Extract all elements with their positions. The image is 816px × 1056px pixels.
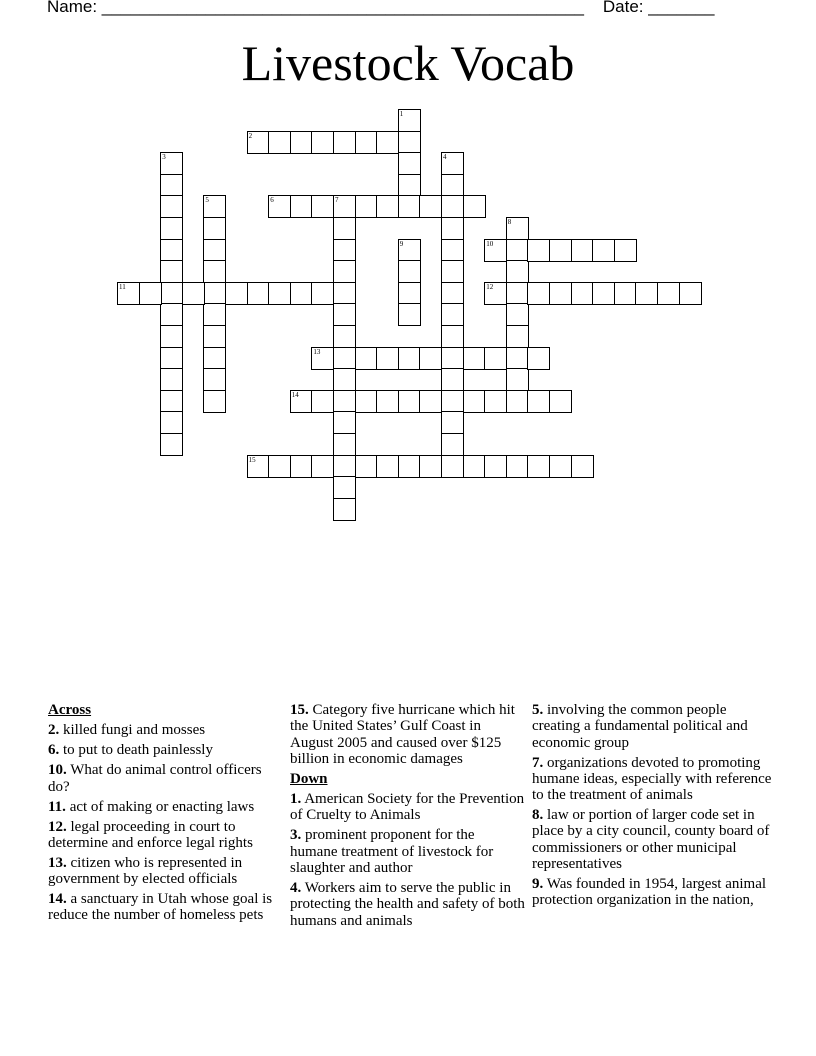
crossword-cell[interactable] <box>160 368 183 391</box>
crossword-cell[interactable] <box>290 195 313 218</box>
crossword-cell[interactable] <box>203 282 226 305</box>
clue-across-14 <box>48 891 280 924</box>
clue-number: 12. <box>48 818 67 835</box>
crossword-cell[interactable] <box>527 282 550 305</box>
crossword-cell[interactable] <box>333 390 356 413</box>
crossword-cell[interactable] <box>203 239 226 262</box>
crossword-cell[interactable] <box>160 433 183 456</box>
clue-number: 14. <box>48 891 67 908</box>
clue-text: Category five hurricane which hit the United States’ Gulf Coast in August 2005 and caused over $125 billion in economic damages <box>290 702 515 767</box>
cell-number: 9 <box>399 239 404 248</box>
crossword-cell[interactable] <box>441 411 464 434</box>
crossword-cell[interactable] <box>398 152 421 175</box>
crossword-cell[interactable] <box>268 195 291 218</box>
crossword-cell[interactable] <box>527 455 550 478</box>
crossword-cell[interactable] <box>160 260 183 283</box>
crossword-cell[interactable] <box>419 390 442 413</box>
crossword-cell[interactable] <box>203 195 226 218</box>
clue-down-1 <box>290 791 525 824</box>
clue-across-10 <box>48 762 280 795</box>
crossword-cell[interactable] <box>506 217 529 240</box>
crossword-cell[interactable] <box>484 347 507 370</box>
crossword-cell[interactable] <box>398 260 421 283</box>
crossword-cell[interactable] <box>160 411 183 434</box>
crossword-cell[interactable] <box>506 390 529 413</box>
crossword-cell[interactable] <box>376 347 399 370</box>
crossword-cell[interactable] <box>679 282 702 305</box>
crossword-cell[interactable] <box>203 303 226 326</box>
clue-across-11 <box>48 799 280 815</box>
crossword-cell[interactable] <box>268 131 291 154</box>
cell-number: 5 <box>205 196 209 205</box>
crossword-cell[interactable] <box>160 303 183 326</box>
crossword-cell[interactable] <box>441 303 464 326</box>
clue-number: 1. <box>290 791 302 808</box>
clue-down-4 <box>290 880 525 929</box>
crossword-cell[interactable] <box>398 303 421 326</box>
crossword-cell[interactable] <box>441 260 464 283</box>
crossword-cell[interactable] <box>311 282 334 305</box>
clue-number: 11. <box>48 798 66 815</box>
crossword-cell[interactable] <box>441 217 464 240</box>
clue-down-3 <box>290 827 525 876</box>
clue-text: legal proceeding in court to determine and enforce legal rights <box>48 818 253 851</box>
clue-text: a sanctuary in Utah whose goal is reduce the number of homeless pets <box>48 891 273 924</box>
crossword-cell[interactable] <box>160 152 183 175</box>
crossword-cell[interactable] <box>441 347 464 370</box>
crossword-cell[interactable] <box>333 303 356 326</box>
crossword-cell[interactable] <box>376 390 399 413</box>
crossword-cell[interactable] <box>355 131 378 154</box>
crossword-cell[interactable] <box>441 455 464 478</box>
cell-number: 1 <box>399 110 404 118</box>
crossword-cell[interactable] <box>160 217 183 240</box>
clue-text: What do animal control officers do? <box>48 762 262 795</box>
page-title: Livestock Vocab <box>241 35 575 91</box>
clue-text: to put to death painlessly <box>63 742 213 759</box>
clue-across-6 <box>48 742 280 758</box>
clues-column-2 <box>290 702 525 933</box>
crossword-cell[interactable] <box>398 131 421 154</box>
crossword-cell[interactable] <box>463 455 486 478</box>
crossword-cell[interactable] <box>203 347 226 370</box>
crossword-cell[interactable] <box>160 282 183 305</box>
crossword-cell[interactable] <box>355 195 378 218</box>
crossword-cell[interactable] <box>311 195 334 218</box>
crossword-cell[interactable] <box>419 195 442 218</box>
crossword-cell[interactable] <box>398 195 421 218</box>
crossword-cell[interactable] <box>311 131 334 154</box>
cell-number: 15 <box>248 455 256 464</box>
cell-number: 3 <box>162 153 166 162</box>
cell-number: 4 <box>443 153 447 162</box>
cell-number: 12 <box>486 282 494 291</box>
crossword-cell[interactable] <box>441 325 464 348</box>
crossword-cell[interactable] <box>549 239 572 262</box>
crossword-cell[interactable] <box>571 239 594 262</box>
across-heading: Across <box>48 702 92 718</box>
crossword-cell[interactable] <box>398 390 421 413</box>
crossword-cell[interactable] <box>160 347 183 370</box>
crossword-cell[interactable] <box>290 131 313 154</box>
crossword-cell[interactable] <box>311 347 334 370</box>
crossword-cell[interactable] <box>592 239 615 262</box>
clue-text: law or portion of larger code set in place by a city council, county board of commissioners or other municipal representatives <box>532 807 770 873</box>
clue-text: citizen who is represented in government by elected officials <box>48 854 243 888</box>
crossword-cell[interactable] <box>398 239 421 262</box>
crossword-cell[interactable] <box>484 282 507 305</box>
clue-number: 13. <box>48 854 67 871</box>
crossword-cell[interactable] <box>182 282 205 305</box>
crossword-cell[interactable] <box>441 433 464 456</box>
cell-number: 8 <box>507 218 512 226</box>
name-date-line: Name: ___________________________________________________ Date: _______ <box>47 0 715 16</box>
crossword-cell[interactable] <box>290 455 313 478</box>
crossword-cell[interactable] <box>506 282 529 305</box>
clue-text: American Society for the Prevention of Cruelty to Animals <box>290 791 525 824</box>
crossword-cell[interactable] <box>268 455 291 478</box>
cell-number: 6 <box>270 196 274 205</box>
crossword-cell[interactable] <box>463 195 486 218</box>
crossword-cell[interactable] <box>419 455 442 478</box>
crossword-cell[interactable] <box>376 195 399 218</box>
clue-across-2 <box>48 722 280 738</box>
down-heading: Down <box>290 770 328 787</box>
crossword-cell[interactable] <box>441 239 464 262</box>
clue-down-9 <box>532 876 772 909</box>
crossword-cell[interactable] <box>333 455 356 478</box>
clue-number: 8. <box>532 807 544 824</box>
crossword-cell[interactable] <box>527 239 550 262</box>
clue-down-8 <box>532 807 772 872</box>
crossword-cell[interactable] <box>203 260 226 283</box>
clue-number: 10. <box>48 762 67 779</box>
crossword-cell[interactable] <box>333 347 356 370</box>
crossword-cell[interactable] <box>506 368 529 391</box>
crossword-cell[interactable] <box>506 455 529 478</box>
crossword-cell[interactable] <box>657 282 680 305</box>
crossword-cell[interactable] <box>441 282 464 305</box>
crossword-cell[interactable] <box>549 455 572 478</box>
crossword-cell[interactable] <box>463 390 486 413</box>
crossword-cell[interactable] <box>484 390 507 413</box>
crossword-cell[interactable] <box>376 455 399 478</box>
clue-across-12 <box>48 819 280 852</box>
crossword-cell[interactable] <box>160 325 183 348</box>
crossword-cell[interactable] <box>333 131 356 154</box>
cell-number: 13 <box>313 347 321 356</box>
crossword-cell[interactable] <box>484 239 507 262</box>
clue-number: 4. <box>290 880 302 897</box>
crossword-cell[interactable] <box>160 390 183 413</box>
clue-number: 2. <box>48 722 60 739</box>
crossword-cell[interactable] <box>441 390 464 413</box>
crossword-cell[interactable] <box>592 282 615 305</box>
crossword-cell[interactable] <box>549 282 572 305</box>
crossword-cell[interactable] <box>247 282 270 305</box>
crossword-cell[interactable] <box>225 282 248 305</box>
clue-text: prominent proponent for the humane treatment of livestock for slaughter and author <box>290 827 494 877</box>
crossword-cell[interactable] <box>614 282 637 305</box>
crossword-cell[interactable] <box>333 260 356 283</box>
crossword-cell[interactable] <box>311 455 334 478</box>
crossword-cell[interactable] <box>268 282 291 305</box>
crossword-cell[interactable] <box>527 347 550 370</box>
crossword-cell[interactable] <box>333 239 356 262</box>
cell-number: 10 <box>486 239 494 248</box>
clue-number: 6. <box>48 742 60 759</box>
crossword-cell[interactable] <box>398 282 421 305</box>
crossword-cell[interactable] <box>203 217 226 240</box>
clue-text: killed fungi and mosses <box>63 722 206 739</box>
clue-text: act of making or enacting laws <box>69 798 255 815</box>
crossword-cell[interactable] <box>398 174 421 197</box>
crossword-cell[interactable] <box>160 239 183 262</box>
crossword-cell[interactable] <box>506 347 529 370</box>
cell-number: 11 <box>119 282 126 291</box>
clue-across-13 <box>48 855 280 888</box>
crossword-cell[interactable] <box>484 455 507 478</box>
crossword-cell[interactable] <box>635 282 658 305</box>
crossword-cell[interactable] <box>506 325 529 348</box>
crossword-cell[interactable] <box>247 131 270 154</box>
crossword-cell[interactable] <box>333 282 356 305</box>
crossword-cell[interactable] <box>333 325 356 348</box>
crossword-cell[interactable] <box>571 455 594 478</box>
crossword-cell[interactable] <box>203 325 226 348</box>
cell-number: 7 <box>335 196 339 205</box>
crossword-cell[interactable] <box>333 476 356 499</box>
crossword-cell[interactable] <box>160 195 183 218</box>
crossword-cell[interactable] <box>333 433 356 456</box>
crossword-cell[interactable] <box>398 455 421 478</box>
crossword-cell[interactable] <box>441 368 464 391</box>
clue-text: organizations devoted to promoting humane ideas, especially with reference to the treatment of animals <box>532 754 772 804</box>
crossword-cell[interactable] <box>571 282 594 305</box>
crossword-cell[interactable] <box>614 239 637 262</box>
cell-number: 14 <box>291 390 299 399</box>
crossword-cell[interactable] <box>441 152 464 175</box>
crossword-cell[interactable] <box>355 390 378 413</box>
crossword-cell[interactable] <box>311 390 334 413</box>
crossword-cell[interactable] <box>398 109 421 132</box>
crossword-cell[interactable] <box>549 390 572 413</box>
clue-number: 7. <box>532 754 544 771</box>
crossword-cell[interactable] <box>441 195 464 218</box>
clue-number: 15. <box>290 702 309 718</box>
clue-number: 3. <box>290 827 302 844</box>
crossword-cell[interactable] <box>527 390 550 413</box>
crossword-cell[interactable] <box>355 455 378 478</box>
crossword-cell[interactable] <box>290 390 313 413</box>
clue-text: Workers aim to serve the public in protecting the health and safety of both humans and animals <box>290 880 525 929</box>
clue-number: 5. <box>532 702 544 718</box>
crossword-cell[interactable] <box>333 195 356 218</box>
crossword-cell[interactable] <box>398 347 421 370</box>
clues-column-3 <box>532 702 772 912</box>
crossword-cell[interactable] <box>290 282 313 305</box>
crossword-cell[interactable] <box>506 239 529 262</box>
crossword-cell[interactable] <box>117 282 140 305</box>
clue-number: 9. <box>532 876 544 893</box>
crossword-cell[interactable] <box>203 390 226 413</box>
crossword-cell[interactable] <box>333 368 356 391</box>
crossword-cell[interactable] <box>139 282 162 305</box>
clue-text: involving the common people creating a fundamental political and economic group <box>532 702 748 751</box>
clue-text: Was founded in 1954, largest animal protection organization in the nation, <box>532 876 767 909</box>
crossword-cell[interactable] <box>203 368 226 391</box>
crossword-cell[interactable] <box>160 174 183 197</box>
crossword-cell[interactable] <box>333 411 356 434</box>
crossword-cell[interactable] <box>506 260 529 283</box>
crossword-cell[interactable] <box>506 303 529 326</box>
crossword-cell[interactable] <box>419 347 442 370</box>
crossword-cell[interactable] <box>376 131 399 154</box>
crossword-cell[interactable] <box>355 347 378 370</box>
clue-down-5 <box>532 702 772 751</box>
crossword-cell[interactable] <box>463 347 486 370</box>
crossword-cell[interactable] <box>333 217 356 240</box>
clue-across-15 <box>290 702 525 767</box>
crossword-cell[interactable] <box>247 455 270 478</box>
crossword-cell[interactable] <box>441 174 464 197</box>
clues-column-1 <box>48 702 280 927</box>
clue-down-7 <box>532 755 772 804</box>
crossword-cell[interactable] <box>333 498 356 521</box>
cell-number: 2 <box>248 131 253 140</box>
